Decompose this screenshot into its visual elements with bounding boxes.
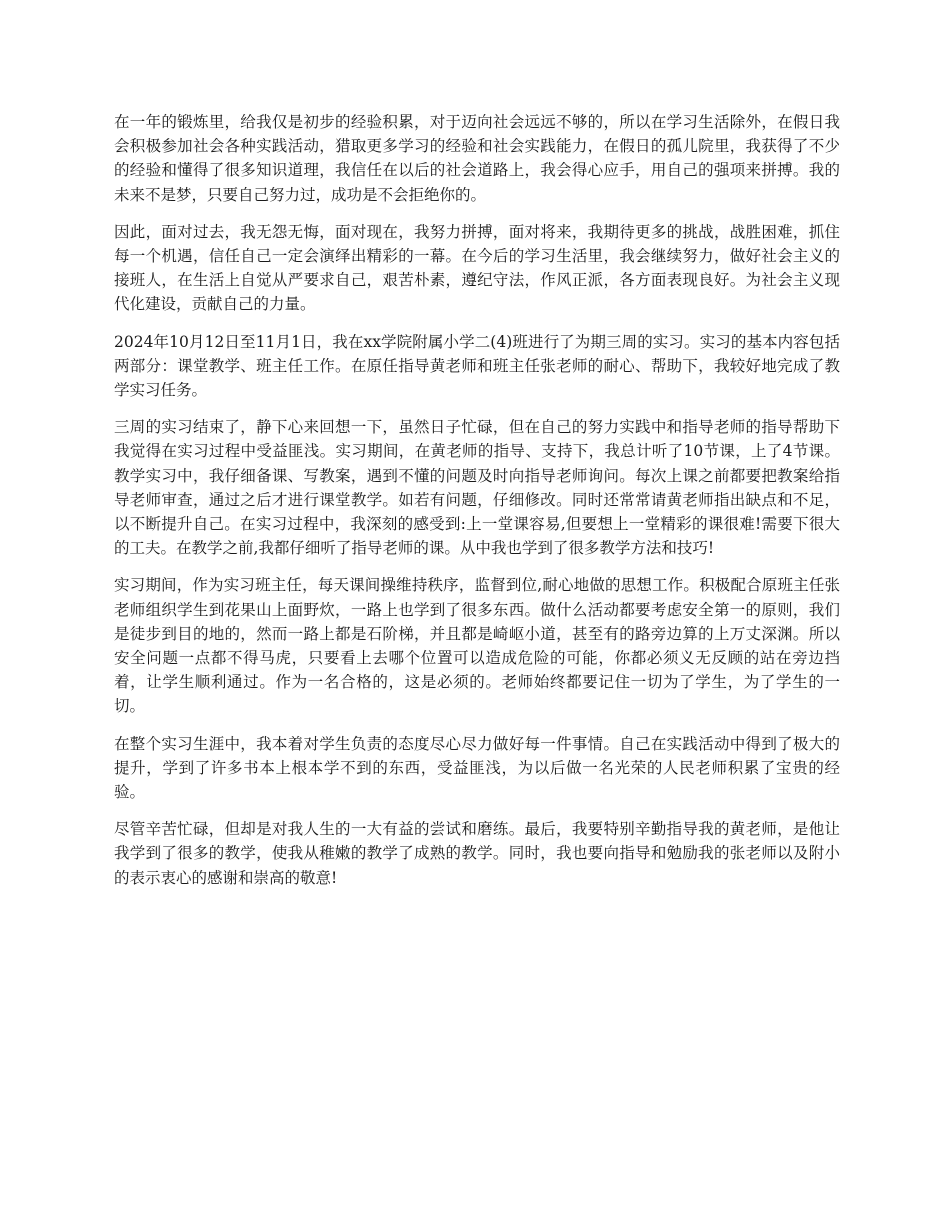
paragraph-2: 因此，面对过去，我无怨无悔，面对现在，我努力拼搏，面对将来，我期待更多的挑战，战胜困难，抓住每一个机遇，信任自己一定会演绎出精彩的一幕。在今后的学习生活里，我会继续努力，做好社会主义的接班人，在生活上自觉从严要求自己，艰苦朴素，遵纪守法，作风正派，各方面表现良好。为社会主义现代化建设，贡献自己的力量。 <box>114 222 840 314</box>
paragraph-6: 在整个实习生涯中，我本着对学生负责的态度尽心尽力做好每一件事情。自己在实践活动中得到了极大的提升，学到了许多书本上根本学不到的东西，受益匪浅，为以后做一名光荣的人民老师积累了宝贵的经验。 <box>114 734 840 802</box>
paragraph-3: 2024年10月12日至11月1日，我在xx学院附属小学二(4)班进行了为期三周的实习。实习的基本内容包括两部分：课堂教学、班主任工作。在原任指导黄老师和班主任张老师的耐心、帮助下，我较好地完成了教学实习任务。 <box>114 332 840 400</box>
paragraph-4: 三周的实习结束了，静下心来回想一下，虽然日子忙碌，但在自己的努力实践中和指导老师的指导帮助下我觉得在实习过程中受益匪浅。实习期间，在黄老师的指导、支持下，我总计听了10节课，上了4节课。教学实习中，我仔细备课、写教案，遇到不懂的问题及时向指导老师询问。每次上课之前都要把教案给指导老师审查，通过之后才进行课堂教学。如若有问题，仔细修改。同时还常常请黄老师指出缺点和不足，以不断提升自己。在实习过程中，我深刻的感受到:上一堂课容易,但要想上一堂精彩的课很难!需要下很大的工夫。在教学之前,我都仔细听了指导老师的课。从中我也学到了很多教学方法和技巧! <box>114 418 840 558</box>
paragraph-1: 在一年的锻炼里，给我仅是初步的经验积累，对于迈向社会远远不够的，所以在学习生活除外，在假日我会积极参加社会各种实践活动，猎取更多学习的经验和社会实践能力，在假日的孤儿院里，我获得了不少的经验和懂得了很多知识道理，我信任在以后的社会道路上，我会得心应手，用自己的强项来拼搏。我的未来不是梦，只要自己努力过，成功是不会拒绝你的。 <box>114 113 840 204</box>
document-body <box>114 110 840 903</box>
paragraph-7: 尽管辛苦忙碌，但却是对我人生的一大有益的尝试和磨练。最后，我要特别辛勤指导我的黄老师，是他让我学到了很多的教学，使我从稚嫩的教学了成熟的教学。同时，我也要向指导和勉励我的张老师以及附小的表示衷心的感谢和崇高的敬意! <box>114 820 840 887</box>
paragraph-5: 实习期间，作为实习班主任，每天课间操维持秩序，监督到位,耐心地做的思想工作。积极配合原班主任张老师组织学生到花果山上面野炊，一路上也学到了很多东西。做什么活动都要考虑安全第一的原则，我们是徒步到目的地的，然而一路上都是石阶梯，并且都是崎岖小道，甚至有的路旁边算的上万丈深渊。所以安全问题一点都不得马虎，只要看上去哪个位置可以造成危险的可能，你都必须义无反顾的站在旁边挡着，让学生顺利通过。作为一名合格的，这是必须的。老师始终都要记住一切为了学生，为了学生的一切。 <box>114 576 840 716</box>
